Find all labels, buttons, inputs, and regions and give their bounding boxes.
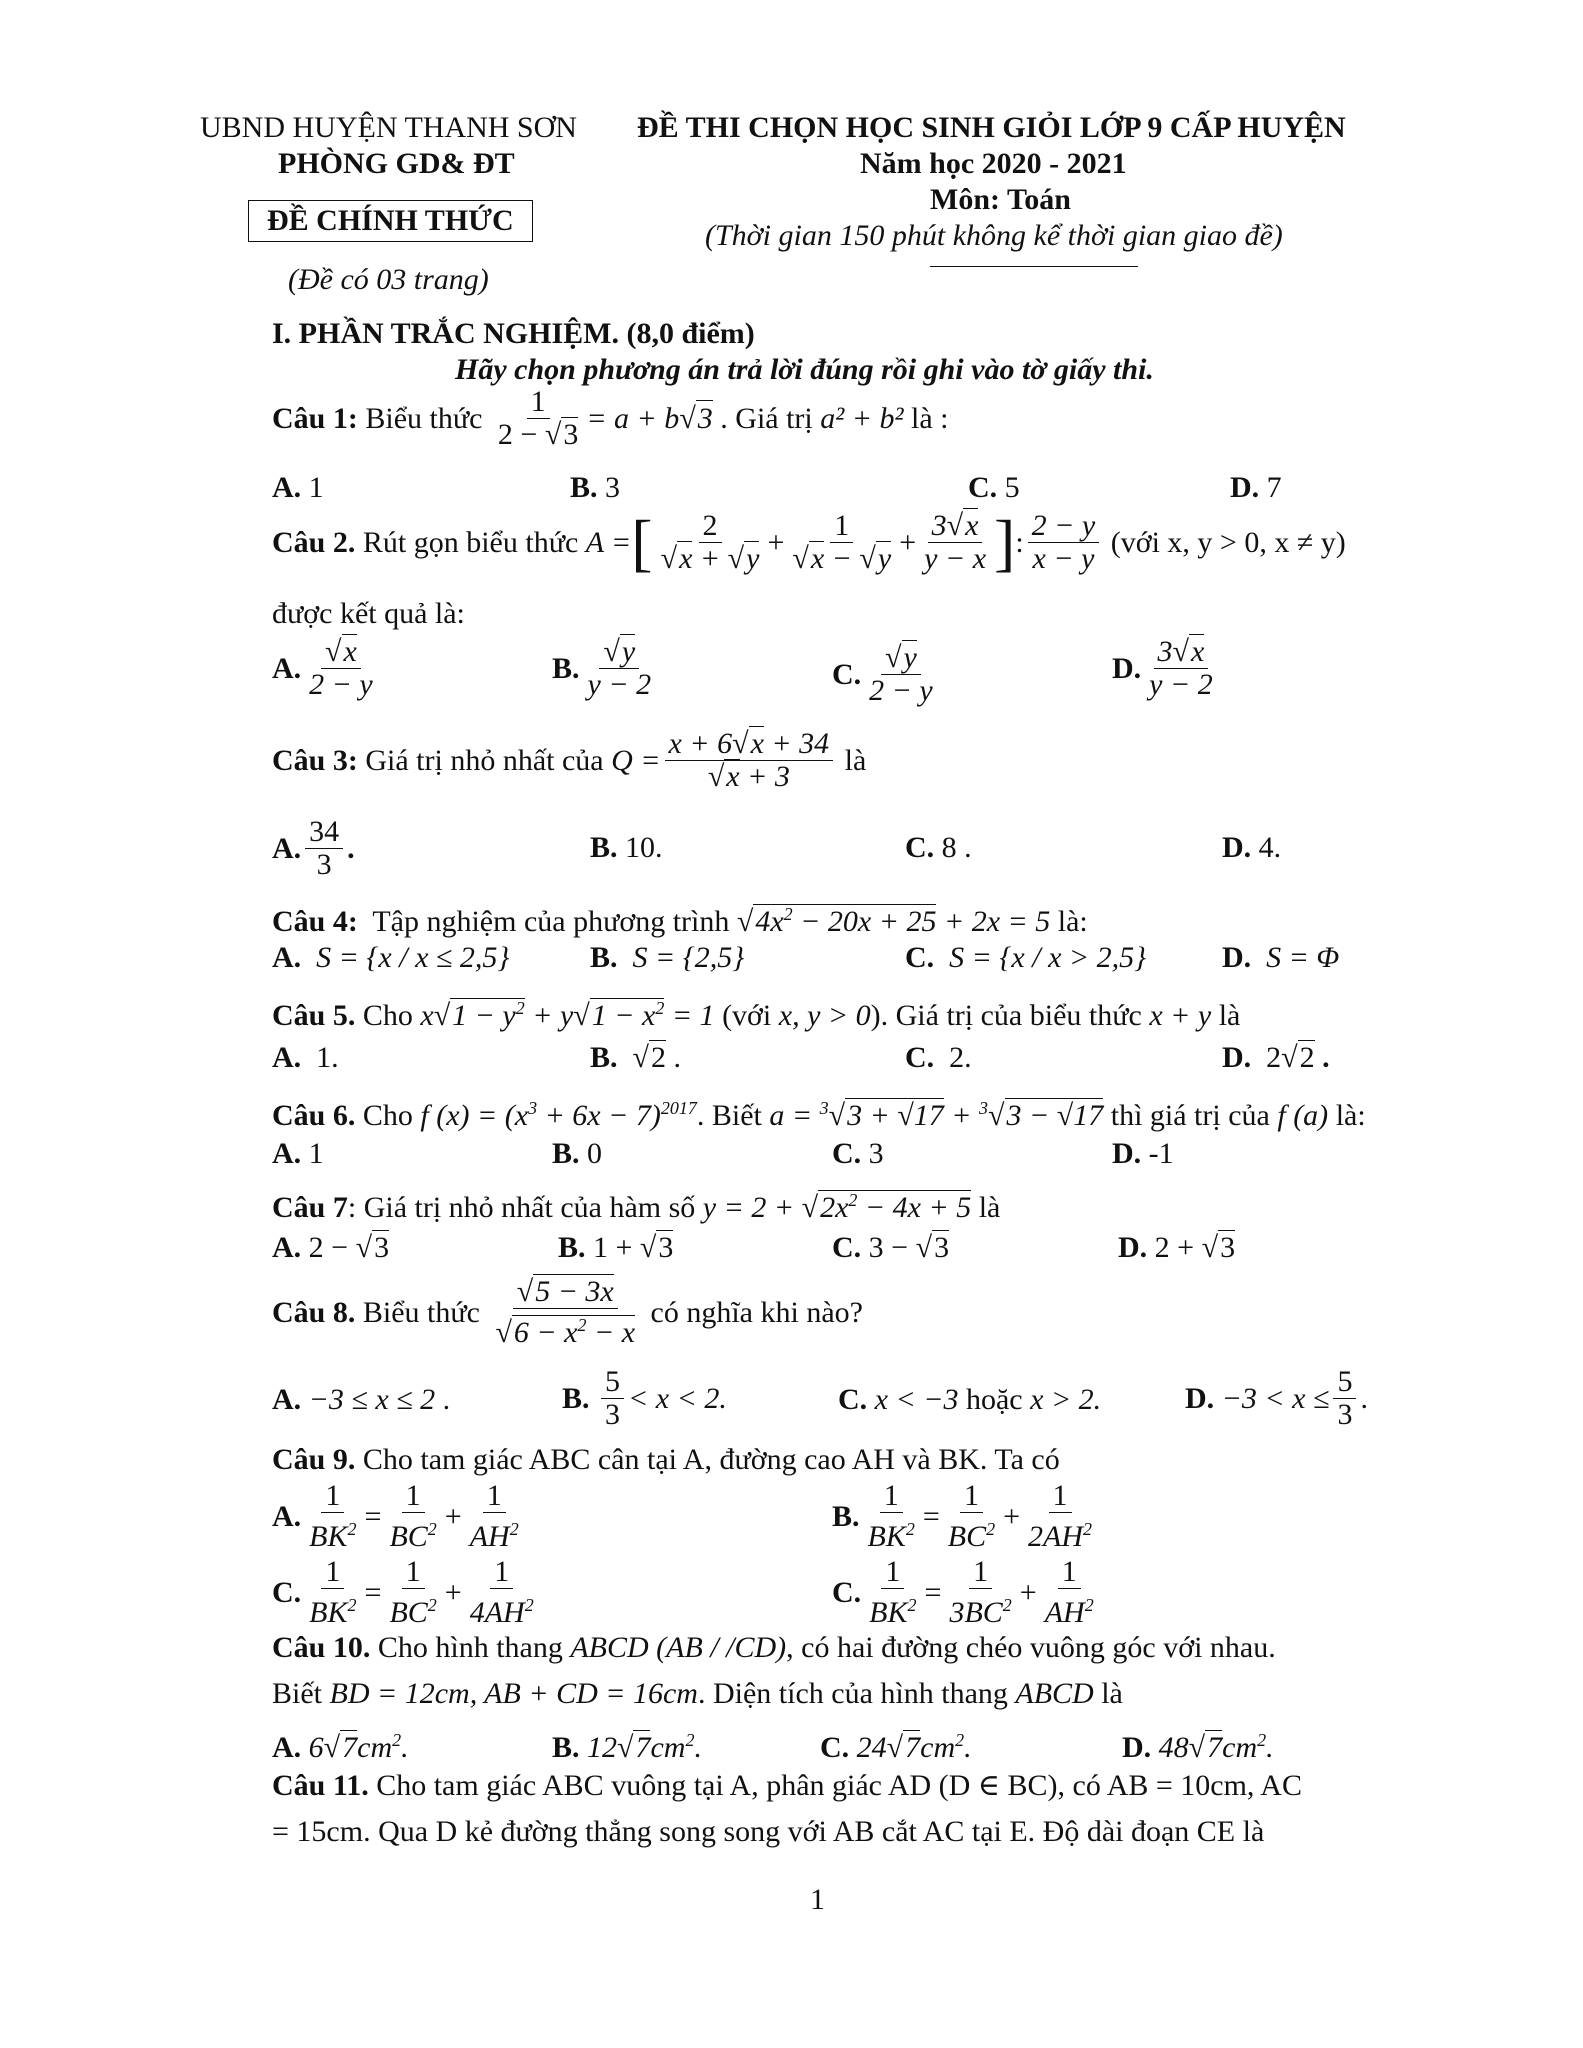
q1-label: Câu 1: bbox=[272, 401, 358, 435]
q2-result-text: được kết quả là: bbox=[272, 597, 465, 630]
q6-option-b[interactable]: B. 0 bbox=[552, 1137, 603, 1170]
header-divider bbox=[930, 266, 1138, 267]
section-title: I. PHẦN TRẮC NGHIỆM. (8,0 điểm) bbox=[272, 317, 755, 350]
question-7: Câu 7: Giá trị nhỏ nhất của hàm số $y = 2 + √2x^2 - 4x + 5$ là bbox=[272, 1190, 1001, 1224]
q3-option-b[interactable]: B. 10. bbox=[590, 831, 663, 864]
q3-text: Giá trị nhỏ nhất của bbox=[365, 743, 604, 777]
q1-text: Biểu thức bbox=[365, 401, 483, 435]
q7-option-c[interactable]: C. 3 − √3 bbox=[832, 1231, 950, 1264]
q10-option-d[interactable]: D. $48√7cm^2$. bbox=[1122, 1730, 1274, 1764]
q3-option-d[interactable]: D. 4. bbox=[1222, 831, 1282, 864]
q4-text: Tập nghiệm của phương trình bbox=[372, 905, 730, 938]
q2-option-a[interactable]: A. $\frac{√x}{2 - y}$ bbox=[272, 635, 373, 701]
q2-text: Rút gọn biểu thức bbox=[362, 525, 579, 559]
q8-option-c[interactable]: C. x < −3 hoặc x > 2. bbox=[838, 1383, 1102, 1416]
q9-option-c2[interactable]: C. $\frac{1}{BK^2}$ = $\frac{1}{3BC^2}$ + $\frac{1}{AH^2}$ bbox=[832, 1555, 1094, 1629]
official-badge: ĐỀ CHÍNH THỨC bbox=[248, 200, 533, 242]
q5-option-d[interactable]: D. 2√2 . bbox=[1222, 1041, 1330, 1074]
q1-option-d[interactable]: D. 7 bbox=[1230, 471, 1282, 504]
section-instruction: Hãy chọn phương án trả lời đúng rồi ghi vào tờ giấy thi. bbox=[455, 353, 1154, 386]
question-4: Câu 4: Tập nghiệm của phương trình $√4x^2 - 20x + 25 + 2x = 5$ là: bbox=[272, 904, 1088, 938]
question-1: Câu 1: Biểu thức $\frac{1}{2 - √3}$ = a + b √ 3 . Giá trị a² + b² là : bbox=[272, 385, 949, 451]
q6-option-a[interactable]: A. 1 bbox=[272, 1137, 324, 1170]
q2-label: Câu 2. bbox=[272, 525, 356, 559]
question-3: Câu 3: Giá trị nhỏ nhất của Q = $\frac{x + 6√x + 34}{√x + 3}$ là bbox=[272, 727, 867, 793]
q2-option-b[interactable]: B. $\frac{√y}{y - 2}$ bbox=[552, 635, 652, 701]
q11-label: Câu 11. bbox=[272, 1769, 369, 1802]
time-limit: (Thời gian 150 phút không kể thời gian giao đề) bbox=[705, 219, 1283, 252]
q10-option-c[interactable]: C. $24√7cm^2$. bbox=[820, 1730, 972, 1764]
q6-label: Câu 6. bbox=[272, 1099, 356, 1132]
question-2: Câu 2. Rút gọn biểu thức A = [ $\frac{2}{√x + √y}$ + $\frac{1}{√x - √y}$ + $\frac{3√x}{y - x}$ ] : $\frac{2 - y}{x - y}$ (với x, y > 0, x ≠ y) bbox=[272, 506, 1346, 578]
q5-label: Câu 5. bbox=[272, 999, 356, 1032]
q9-option-b[interactable]: B. $\frac{1}{BK^2}$ = $\frac{1}{BC^2}$ + $\frac{1}{2AH^2}$ bbox=[832, 1479, 1093, 1553]
q3-option-c[interactable]: C. 8 . bbox=[905, 831, 972, 864]
q8-label: Câu 8. bbox=[272, 1295, 356, 1329]
q1-option-c[interactable]: C. 5 bbox=[968, 471, 1020, 504]
question-10: Câu 10. Cho hình thang ABCD (AB / /CD), có hai đường chéo vuông góc với nhau. bbox=[272, 1631, 1276, 1664]
question-11-line2: = 15cm. Qua D kẻ đường thẳng song song với AB cắt AC tại E. Độ dài đoạn CE là bbox=[272, 1815, 1265, 1848]
q9-option-a[interactable]: A. $\frac{1}{BK^2}$ = $\frac{1}{BC^2}$ + $\frac{1}{AH^2}$ bbox=[272, 1479, 519, 1553]
q2-condition: (với x, y > 0, x ≠ y) bbox=[1110, 525, 1346, 559]
q7-option-b[interactable]: B. 1 + √3 bbox=[558, 1231, 674, 1264]
subject: Môn: Toán bbox=[930, 183, 1071, 216]
q4-label: Câu 4: bbox=[272, 905, 358, 938]
q10-option-b[interactable]: B. $12√7cm^2$. bbox=[552, 1730, 702, 1764]
q8-option-a[interactable]: A. −3 ≤ x ≤ 2 . bbox=[272, 1383, 451, 1416]
question-11: Câu 11. Cho tam giác ABC vuông tại A, phân giác AD (D ∈ BC), có AB = 10cm, AC bbox=[272, 1769, 1302, 1802]
q5-option-c[interactable]: C. 2. bbox=[905, 1041, 972, 1074]
q4-option-a[interactable]: A. S = {x / x ≤ 2,5} bbox=[272, 941, 510, 974]
question-6: Câu 6. Cho f $(x) = (x^3 + 6x - 7)^{2017}$. Biết a = $^3$√3 + √17 + $^3$√3 − √17 thì giá trị của f (a) là: bbox=[272, 1098, 1366, 1132]
q9-label: Câu 9. bbox=[272, 1443, 356, 1476]
q4-option-d[interactable]: D. S = Φ bbox=[1222, 941, 1340, 974]
q2-option-d[interactable]: D. $\frac{3√x}{y - 2}$ bbox=[1112, 635, 1213, 701]
q1-option-b[interactable]: B. 3 bbox=[570, 471, 621, 504]
q5-option-a[interactable]: A. 1. bbox=[272, 1041, 339, 1074]
q5-option-b[interactable]: B. √2 . bbox=[590, 1041, 681, 1074]
question-9: Câu 9. Cho tam giác ABC cân tại A, đường cao AH và BK. Ta có bbox=[272, 1443, 1060, 1476]
q3-label: Câu 3: bbox=[272, 743, 358, 777]
page-number: 1 bbox=[810, 1883, 825, 1916]
q1-option-a[interactable]: A. 1 bbox=[272, 471, 324, 504]
q9-option-c1[interactable]: C. $\frac{1}{BK^2}$ = $\frac{1}{BC^2}$ + $\frac{1}{4AH^2}$ bbox=[272, 1555, 534, 1629]
q3-option-a[interactable]: A. $\frac{34}{3}$ . bbox=[272, 815, 355, 881]
q8-option-b[interactable]: B. $\frac{5}{3}$ < x < 2. bbox=[562, 1365, 727, 1431]
exam-title: ĐỀ THI CHỌN HỌC SINH GIỎI LỚP 9 CẤP HUYỆN bbox=[637, 111, 1346, 144]
q4-option-b[interactable]: B. S = {2,5} bbox=[590, 941, 745, 974]
school-year: Năm học 2020 - 2021 bbox=[860, 147, 1127, 180]
q2-option-c[interactable]: C. $\frac{√y}{2 - y}$ bbox=[832, 641, 933, 707]
page-count: (Đề có 03 trang) bbox=[288, 263, 489, 296]
q7-option-d[interactable]: D. 2 + √3 bbox=[1118, 1231, 1236, 1264]
q4-option-c[interactable]: C. S = {x / x > 2,5} bbox=[905, 941, 1147, 974]
question-10-line2: Biết BD = 12cm, AB + CD = 16cm. Diện tích của hình thang ABCD là bbox=[272, 1677, 1123, 1710]
question-8: Câu 8. Biểu thức $\frac{√5 - 3x}{√6 - x^2 - x}$ có nghĩa khi nào? bbox=[272, 1275, 863, 1349]
question-5: Câu 5. Cho $x√1 - y^2 + y√1 - x^2 = 1$ (với x, y > 0). Giá trị của biểu thức x + y là bbox=[272, 998, 1241, 1032]
q7-option-a[interactable]: A. 2 − √3 bbox=[272, 1231, 390, 1264]
q10-option-a[interactable]: A. $6√7cm^2$. bbox=[272, 1730, 409, 1764]
q1-fraction: $\frac{1}{2 - √3}$ bbox=[497, 385, 579, 451]
q10-label: Câu 10. bbox=[272, 1631, 371, 1664]
q6-option-d[interactable]: D. -1 bbox=[1112, 1137, 1174, 1170]
q7-label: Câu 7 bbox=[272, 1191, 348, 1224]
header-left-line1: UBND HUYỆN THANH SƠN bbox=[200, 111, 577, 144]
header-left-line2: PHÒNG GD& ĐT bbox=[278, 147, 515, 180]
q8-option-d[interactable]: D. −3 < x ≤ $\frac{5}{3}$ . bbox=[1185, 1365, 1368, 1431]
q6-option-c[interactable]: C. 3 bbox=[832, 1137, 884, 1170]
